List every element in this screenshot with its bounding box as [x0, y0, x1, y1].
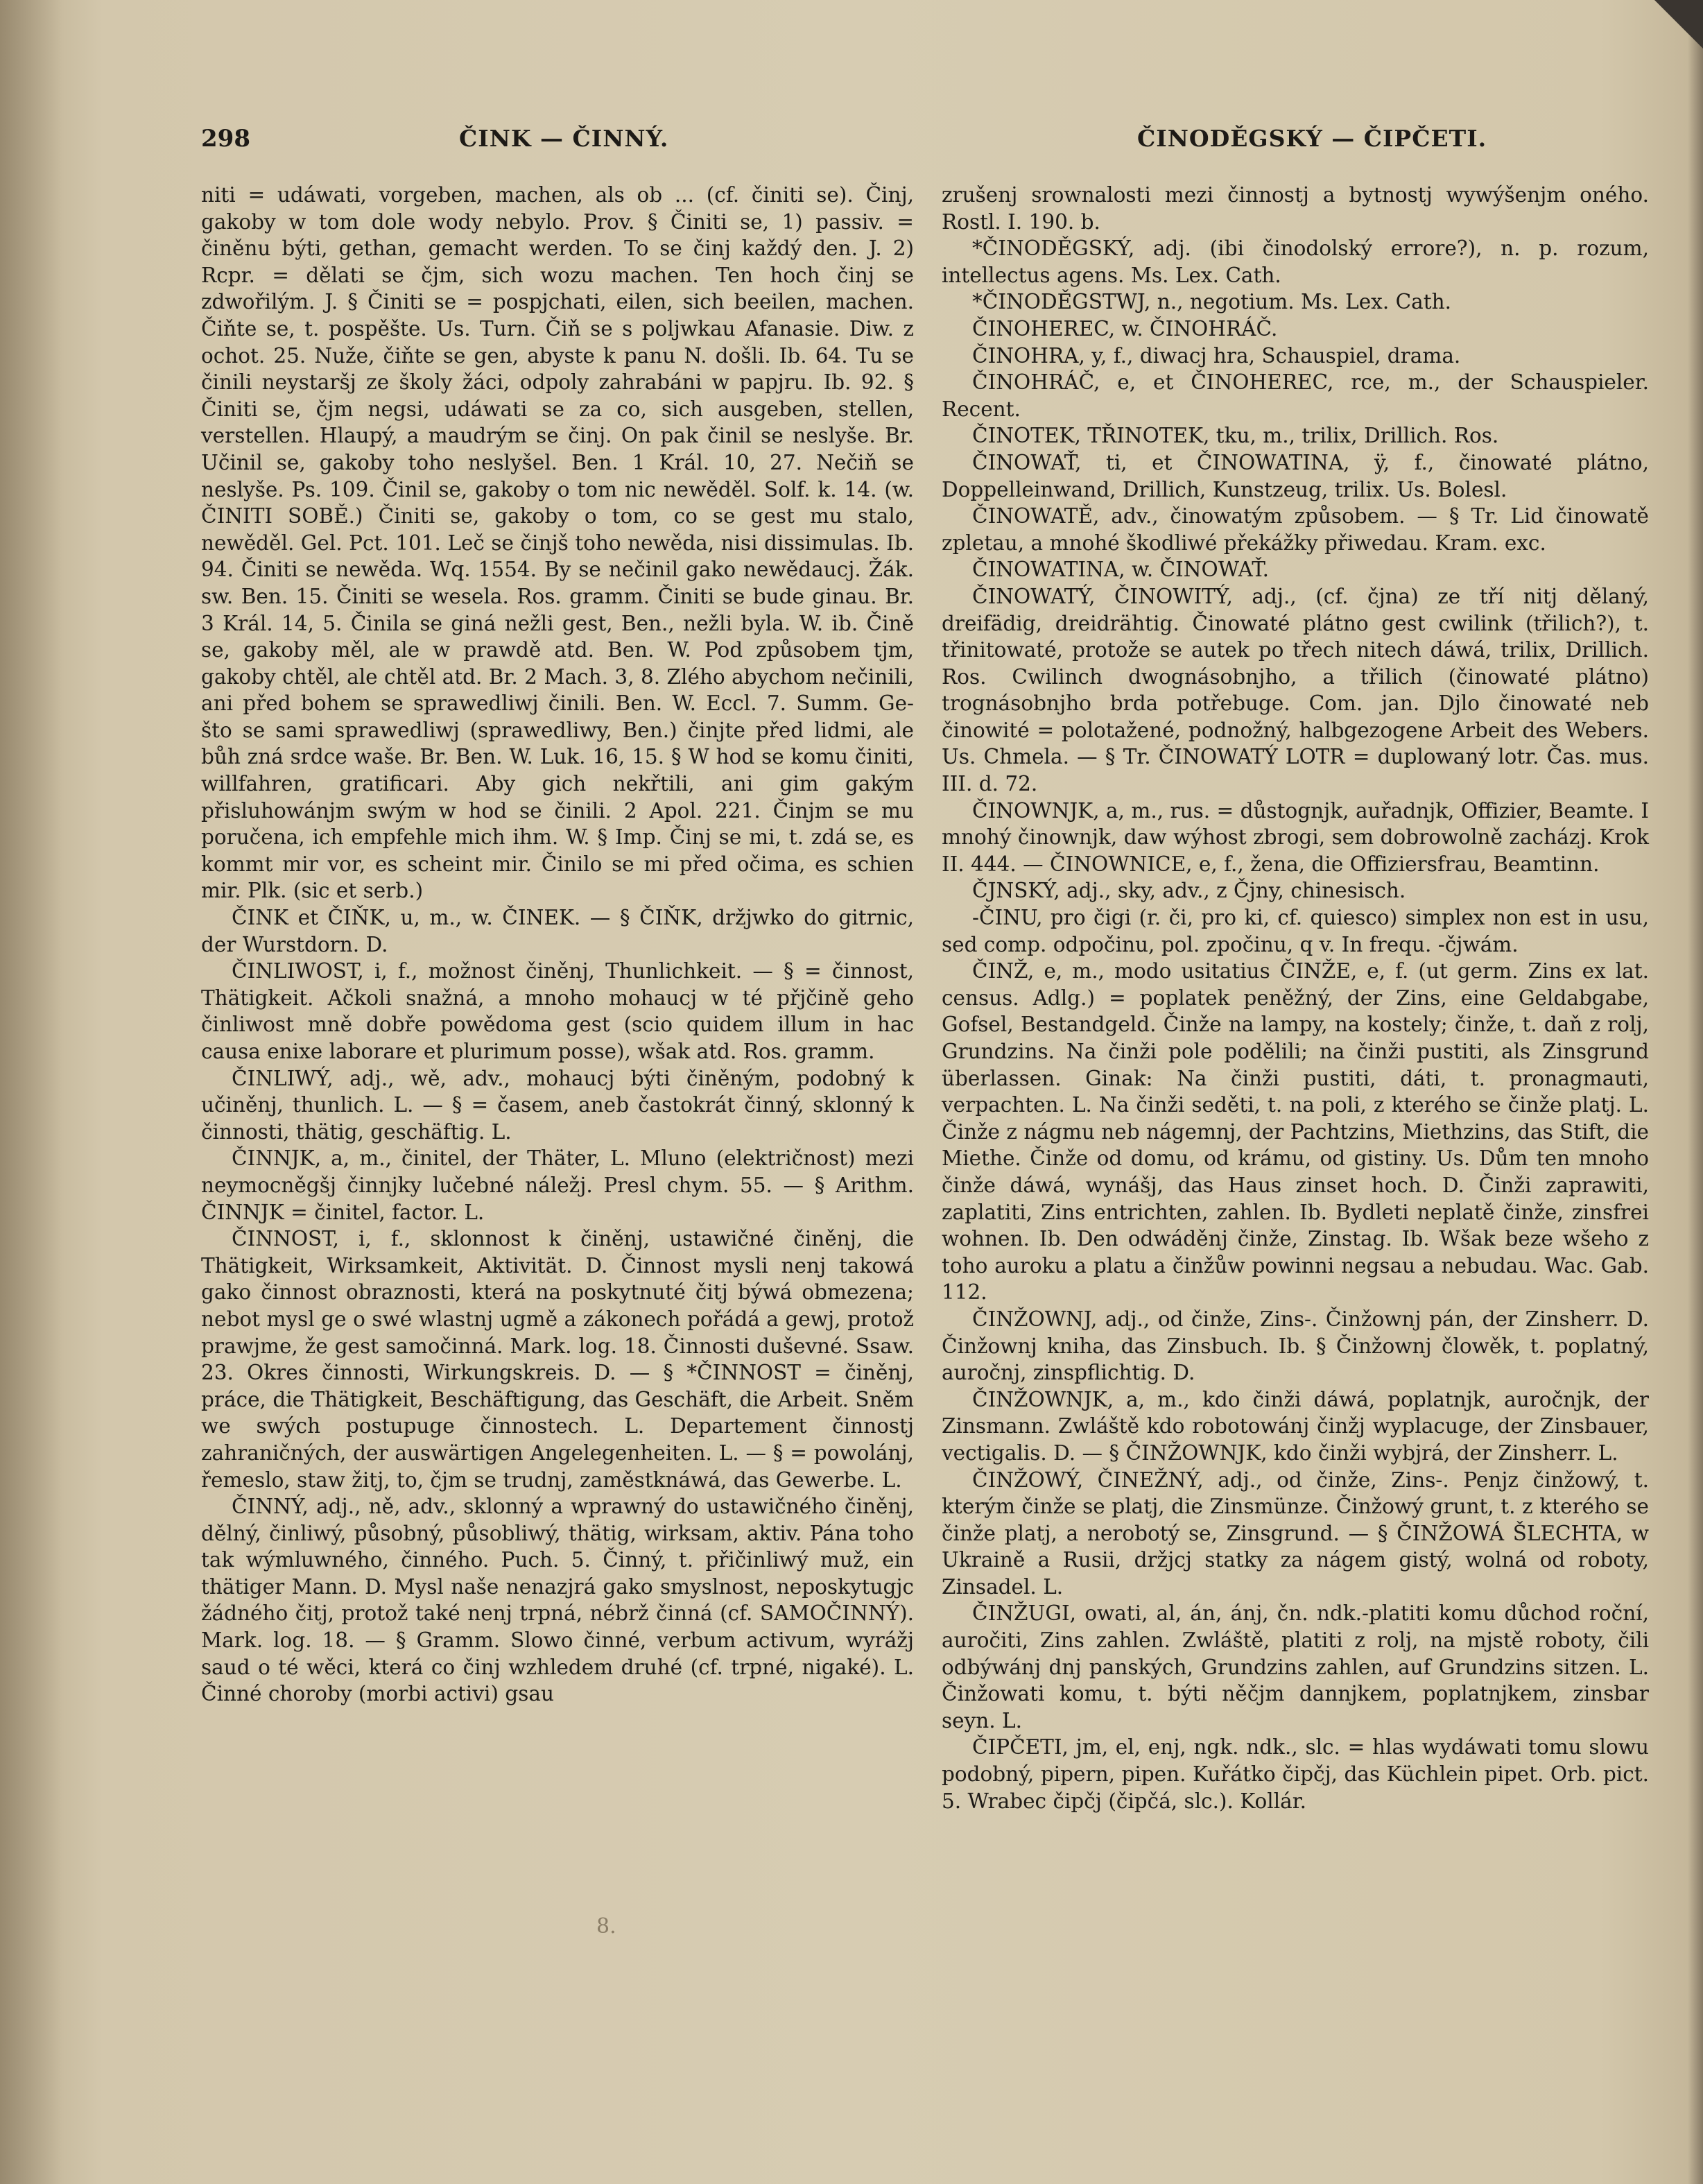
- entry-cinowatina: ČINOWATINA, w. ČINOWAŤ.: [972, 558, 1269, 582]
- footer-mark: 8.: [596, 1914, 616, 1938]
- entry-cinowaty: ČINOWATÝ, ČINOWITÝ, adj., (cf. čjna) ze tří nitj dělaný, dreifädig, dreidrähtig. Činowaté plátno gest cwilink (třilich?), t. třinitowaté, protože se autek po třech nitech dáwá, trilix, Drillich. Ros. Cwilinch dwognásobnjho, a třilich (činowaté plátno) trognásobnjho brda potřebuge. Com. jan. Djlo činowaté neb činowité = polotažené, podnožný, halbgezogene Arbeit des Webers. Us. Chmela. — § Tr. ČINOWATÝ LOTR = duplowaný lotr. Čas. mus. III. d. 72.: [942, 584, 1649, 796]
- right-column: [942, 182, 1649, 1814]
- entry-cinohra: ČINOHRA, y, f., diwacj hra, Schauspiel, drama.: [972, 343, 1461, 368]
- left-running-head: ČINK — ČINNÝ.: [459, 125, 669, 152]
- entry-cinoherec: ČINOHEREC, w. ČINOHRÁČ.: [972, 316, 1278, 341]
- entry-cinnost: ČINNOST, i, f., sklonnost k činěnj, ustawičné činěnj, die Thätigkeit, Wirksamkeit, Aktivität. D. Činnost mysli nenj takowá gako činnost obraznosti, která na poskytnuté čitj býwá obmezena; nebot mysl ge o swé wlastnj ugmě a zákonech pořádá a gewj, protož prawjme, že gest samočinná. Mark. log. 18. Činnosti duševné. Ssaw. 23. Okres činnosti, Wirkungskreis. D. — § *ČINNOST = činěnj, práce, die Thätigkeit, Beschäftigung, das Geschäft, die Arbeit. Sněm we swých postupuge činnostech. L. Departement činnostj zahraničných, der auswärtigen Angelegenheiten. L. — § = powolánj, řemeslo, staw žitj, to, čjm se trudnj, zaměstknáwá, das Gewerbe. L.: [201, 1227, 914, 1492]
- page-edge-shadow: [1688, 0, 1703, 2184]
- entry-cinowate: ČINOWATĚ, adv., činowatým způsobem. — § Tr. Lid činowatě zpletau, a mnohé škodliwé překážky přiwedau. Kram. exc.: [942, 504, 1649, 555]
- entry-cinownjk: ČINOWNJK, a, m., rus. = důstognjk, auřadnjk, Offizier, Beamte. I mnohý činownjk, daw wýhost zbrogi, sem dobrowolně zacházj. Krok II. 444. — ČINOWNICE, e, f., žena, die Offiziersfrau, Beamtinn.: [942, 798, 1649, 876]
- entry-cinz: ČINŽ, e, m., modo usitatius ČINŽE, e, f. (ut germ. Zins ex lat. census. Adlg.) = poplatek peněžný, der Zins, eine Geldabgabe, Gofsel, Bestandgeld. Činže na lampy, na kostely; činže, t. daň z rolj, Grundzins. Na činži pole podělili; na činži pustiti, als Zinsgrund überlassen. Ginak: Na činži pustiti, dáti, t. pronagmauti, verpachten. L. Na činži seděti, t. na poli, z kterého se činže platj. L. Činže z nágmu neb nágemnj, der Pachtzins, Miethzins, das Stift, die Miethe. Činže od domu, od krámu, od gistiny. Us. Dům ten mnoho činže dáwá, wynášj, das Haus zinset hoch. D. Činži zaprawiti, zaplatiti, Zins entrichten, zahlen. Ib. Bydleti neplatě činže, zinsfrei wohnen. Ib. Den odwáděnj činže, Zinstag. Ib. Wšak beze wšeho z toho auroku a platu a činžůw powinni negsau a nebudau. Wac. Gab. 112.: [942, 959, 1649, 1305]
- entry-cinohrac: ČINOHRÁČ, e, et ČINOHEREC, rce, m., der Schauspieler. Recent.: [942, 370, 1649, 421]
- right-running-head: ČINODĚGSKÝ — ČIPČETI.: [1137, 125, 1487, 152]
- entry-cinzownjk: ČINŽOWNJK, a, m., kdo činži dáwá, poplatnjk, auročnjk, der Zinsmann. Zwláště kdo robotowánj činžj wyplacuge, der Zinsbauer, vectigalis. D. — § ČINŽOWNJK, kdo činži wybjrá, der Zinsherr. L.: [942, 1387, 1649, 1465]
- entry-cinowat: ČINOWAŤ, ti, et ČINOWATINA, ÿ, f., činowaté plátno, Doppelleinwand, Drillich, Kunstzeug, trilix. Us. Bolesl.: [942, 450, 1649, 501]
- entry-cinny: ČINNÝ, adj., ně, adv., sklonný a wprawný do ustawičného činěnj, dělný, činliwý, působný, působliwý, thätig, wirksam, aktiv. Pána toho tak wýmluwného, činného. Puch. 5. Činný, t. přičinliwý muž, ein thätiger Mann. D. Mysl naše nenazjrá gako smyslnost, neposkytugjc žádného čitj, protož také nenj trpná, nébrž činná (cf. SAMOČINNÝ). Mark. log. 18. — § Gramm. Slowo činné, verbum activum, wyrážj saud o té wěci, která co činj wzhledem druhé (cf. trpné, nigaké). L. Činné choroby (morbi activi) gsau: [201, 1495, 914, 1706]
- running-header: [201, 125, 1487, 166]
- entry-cinzowy: ČINŽOWÝ, ČINEŽNÝ, adj., od činže, Zins-. Penjz činžowý, t. kterým činže se platj, die Zinsmünze. Činžowý grunt, t. z kterého se činže platj, a nerobotý se, Zinsgrund. — § ČINŽOWÁ ŠLECHTA, w Ukraině a Rusii, držjcj statky za nágem gistý, wolná od roboty, Zinsadel. L.: [942, 1468, 1649, 1599]
- entry-cinliwost: ČINLIWOST, i, f., možnost činěnj, Thunlichkeit. — § = činnost, Thätigkeit. Ačkoli snažná, a mnoho mohaucj w té přjčině geho činliwost mně dobře powědoma gest (scio quidem illum in hac causa enixe laborare et plurimum posse), wšak atd. Ros. gramm.: [201, 959, 914, 1063]
- entry-cinotek: ČINOTEK, TŘINOTEK, tku, m., trilix, Drillich. Ros.: [972, 424, 1499, 448]
- entry-cinodegstwj: *ČINODĚGSTWJ, n., negotium. Ms. Lex. Cath.: [972, 290, 1451, 314]
- entry-cjnsky: ČJNSKÝ, adj., sky, adv., z Čjny, chinesisch.: [972, 879, 1406, 903]
- entry-cipceti: ČIPČETI, jm, el, enj, ngk. ndk., slc. = hlas wydáwati tomu slowu podobný, pipern, pipen. Kuřátko čipčj, das Küchlein pipet. Orb. pict. 5. Wrabec čipčj (čipčá, slc.). Kollár.: [942, 1735, 1649, 1813]
- page-fold-shadow: [0, 0, 62, 2184]
- entry-cinu: -ČINU, pro čigi (r. či, pro ki, cf. quiesco) simplex non est in usu, sed comp. odpočinu, pol. zpočinu, q v. In frequ. -čjwám.: [942, 906, 1649, 956]
- left-column: [201, 182, 914, 1708]
- entry-cinit-continued: niti = udáwati, vorgeben, machen, als ob ... (cf. činiti se). Činj, gakoby w tom dole wody nebylo. Prov. § Činiti se, 1) passiv. = činěnu býti, gethan, gemacht werden. To se činj každý den. J. 2) Rcpr. = dělati se čjm, sich wozu machen. Ten hoch činj se zdwořilým. J. § Činiti se = pospjchati, eilen, sich beeilen, machen. Čiňte se, t. pospěšte. Us. Turn. Čiň se s poljwkau Afanasie. Diw. z ochot. 25. Nuže, čiňte se gen, abyste k panu N. došli. Ib. 64. Tu se činili neystaršj ze školy žáci, odpoly zahrabáni w papjru. Ib. 92. § Činiti se, čjm negsi, udáwati se za co, sich ausgeben, stellen, verstellen. Hlaupý, a maudrým se činj. On pak činil se neslyše. Br. Učinil se, gakoby toho neslyšel. Ben. 1 Král. 10, 27. Nečiň se neslyše. Ps. 109. Činil se, gakoby o tom nic newěděl. Solf. k. 14. (w. ČINITI SOBĚ.) Činiti se, gakoby o tom, co se gest mu stalo, newěděl. Gel. Pct. 101. Leč se činjš toho newěda, nisi dissimulas. Ib. 94. Činiti se newěda. Wq. 1554. By se nečinil gako newědaucj. Žák. sw. Ben. 15. Činiti se wesela. Ros. gramm. Činiti se bude ginau. Br. 3 Král. 14, 5. Činila se giná nežli gest, Ben., nežli byla. W. ib. Čině se, gakoby měl, ale w prawdě atd. Ben. W. Pod způsobem tjm, gakoby chtěl, ale chtěl atd. Br. 2 Mach. 3, 8. Zlého abychom nečinili, ani před bohem se sprawedliwj činili. Ben. W. Eccl. 7. Summ. Ge- što se sami sprawedliwj (sprawedliwy, Ben.) činjte před lidmi, ale bůh zná srdce waše. Br. Ben. W. Luk. 16, 15. § W hod se komu činiti, willfahren, gratificari. Aby gich nekřtili, ani gim gakým přisluhowánjm swým w hod se činili. 2 Apol. 221. Činjm se mu poručena, ich empfehle mich ihm. W. § Imp. Činj se mi, t. zdá se, es kommt mir vor, es scheint mir. Činilo se mi před očima, es schien mir. Plk. (sic et serb.): [201, 183, 914, 903]
- entry-cinliwy: ČINLIWÝ, adj., wě, adv., mohaucj býti činěným, podobný k učiněnj, thunlich. L. — § = časem, aneb častokrát činný, sklonný k činnosti, thätig, geschäftig. L.: [201, 1066, 914, 1144]
- entry-cinzownj: ČINŽOWNJ, adj., od činže, Zins-. Činžownj pán, der Zinsherr. D. Činžownj kniha, das Zinsbuch. Ib. § Činžownj člowěk, t. poplatný, auročnj, zinspflichtig. D.: [942, 1307, 1649, 1385]
- entry-cinodegsky: *ČINODĚGSKÝ, adj. (ibi činodolský errore?), n. p. rozum, intellectus agens. Ms. Lex. Cath.: [942, 237, 1649, 287]
- page-corner: [1654, 0, 1703, 49]
- entry-cinny-continued: zrušenj srownalosti mezi činnostj a bytnostj wywýšenjm oného. Rostl. I. 190. b.: [942, 183, 1649, 234]
- entry-cink: ČINK et ČIŇK, u, m., w. ČINEK. — § ČIŇK, držjwko do gitrnic, der Wurstdorn. D.: [201, 906, 914, 956]
- entry-cinnjk: ČINNJK, a, m., činitel, der Thäter, L. Mluno (električnost) mezi neymocněgšj činnjky lučebné náležj. Presl chym. 55. — § Arithm. ČINNJK = činitel, factor. L.: [201, 1146, 914, 1224]
- entry-cinzugi: ČINŽUGI, owati, al, án, ánj, čn. ndk.-platiti komu důchod roční, auročiti, Zins zahlen. Zwláště, platiti z rolj, na mjstě roboty, čili odbýwánj dnj panských, Grundzins zahlen, auf Grundzins sitzen. L. Činžowati komu, t. býti něčjm dannjkem, poplatnjkem, zinsbar seyn. L.: [942, 1601, 1649, 1732]
- page-number: 298: [201, 125, 250, 153]
